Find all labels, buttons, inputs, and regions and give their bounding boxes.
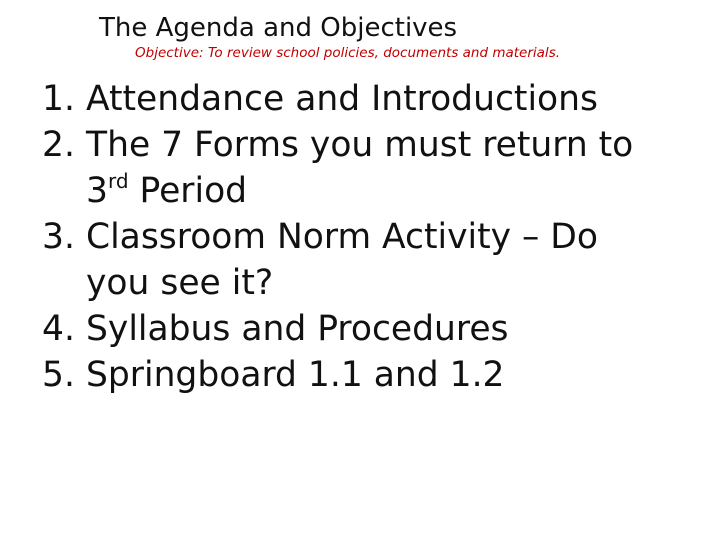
- item-number: 5.: [42, 355, 75, 395]
- agenda-list: [42, 76, 702, 398]
- item-text-line-2: you see it?: [86, 263, 274, 303]
- ordinal-suffix: rd: [107, 169, 129, 193]
- agenda-item-1: [42, 76, 702, 122]
- agenda-item-4: [42, 306, 702, 352]
- item-text-line-1: The 7 Forms you must return to: [86, 125, 634, 165]
- agenda-item-2: [42, 122, 702, 214]
- item-text: Attendance and Introductions: [86, 79, 598, 119]
- item-text-line-2: [86, 171, 247, 211]
- item-number: 1.: [42, 79, 75, 119]
- item-number: 3.: [42, 217, 75, 257]
- item-text: Springboard 1.1 and 1.2: [86, 355, 505, 395]
- agenda-item-3: [42, 214, 702, 306]
- objective-text: Objective: To review school policies, documents and materials.: [135, 45, 561, 61]
- agenda-item-5: [42, 352, 702, 398]
- item-number: 4.: [42, 309, 75, 349]
- item-text-line-1: Classroom Norm Activity – Do: [86, 217, 598, 257]
- ordinal-number: 3: [86, 171, 108, 211]
- slide-title: The Agenda and Objectives: [99, 13, 458, 43]
- item-text: Syllabus and Procedures: [86, 309, 509, 349]
- period-word: Period: [128, 171, 248, 211]
- item-number: 2.: [42, 125, 75, 165]
